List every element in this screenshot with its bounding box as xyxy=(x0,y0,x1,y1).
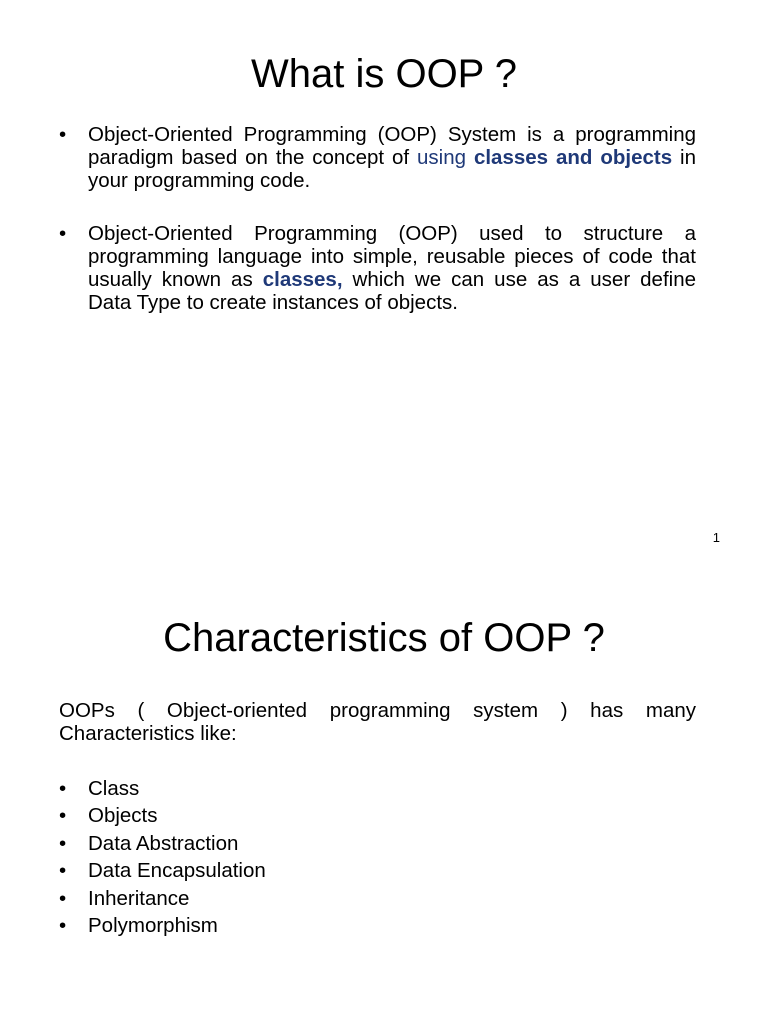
list-item: • Polymorphism xyxy=(59,912,266,939)
bullet-dot-icon: • xyxy=(59,804,67,828)
bullet-text: which we can use as a user define Data Type to create instances of objects. xyxy=(88,268,697,314)
bullet-item-oop-structure xyxy=(59,222,696,314)
characteristics-list xyxy=(59,775,266,939)
slide-1-bullet-list xyxy=(59,123,696,314)
bullet-text: in your programming code. xyxy=(88,146,696,192)
bullet-dot-icon: • xyxy=(59,777,67,800)
list-item: • Class xyxy=(59,775,266,802)
bullet-text: Object-Oriented Programming (OOP) used to structure a programming language into simple, reusable pieces of code that usually known as xyxy=(88,222,696,291)
bullet-item-oop-definition xyxy=(59,123,696,192)
slide-1-title: What is OOP ? xyxy=(250,52,517,96)
list-item: • Data Encapsulation xyxy=(59,857,266,884)
highlight-bold-text: classes and objects xyxy=(473,146,673,169)
bullet-dot-icon: • xyxy=(59,859,67,883)
list-item: • Objects xyxy=(59,802,266,829)
highlight-text: using xyxy=(417,146,467,169)
list-item: • Data Abstraction xyxy=(59,830,266,857)
bullet-dot-icon: • xyxy=(59,914,67,938)
bullet-dot-icon: • xyxy=(59,886,67,910)
slide-2 xyxy=(0,588,768,1024)
bullet-text: Object-Oriented Programming (OOP) System is a programming paradigm based on the concept of xyxy=(88,123,696,169)
slide-2-title: Characteristics of OOP ? xyxy=(163,616,605,660)
slide-2-intro: OOPs ( Object-oriented programming system ) has many Characteristics like: xyxy=(59,699,696,745)
page-number: 1 xyxy=(712,530,720,545)
bullet-dot-icon: • xyxy=(59,831,67,855)
highlight-bold-text: classes, xyxy=(262,268,343,291)
bullet-dot-icon: • xyxy=(59,123,67,146)
bullet-dot-icon: • xyxy=(59,222,67,245)
list-item: • Inheritance xyxy=(59,885,266,912)
